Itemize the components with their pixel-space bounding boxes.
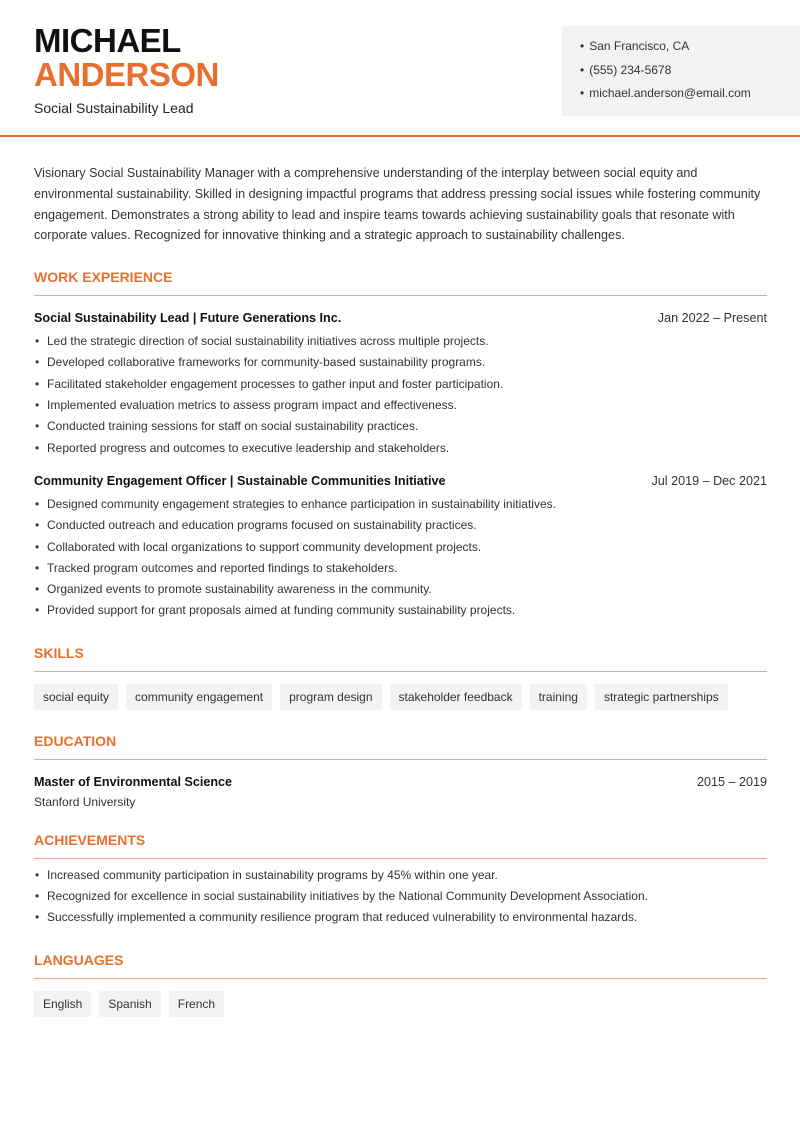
contact-email: • michael.anderson@email.com (580, 86, 800, 110)
education-entry (34, 775, 767, 789)
job-bullet: • Conducted training sessions for staff on social sustainability practices. (34, 416, 767, 437)
job-date: Jan 2022 – Present (657, 311, 767, 326)
language-tag: French (169, 991, 224, 1017)
section-title-achievements: ACHIEVEMENTS (34, 832, 767, 859)
job-bullets (34, 331, 767, 459)
skill-tag: training (530, 684, 587, 710)
job-bullet: • Provided support for grant proposals aimed at funding community sustainability projects. (34, 600, 767, 621)
resume-body (0, 163, 800, 1017)
job-bullet: • Conducted outreach and education programs focused on sustainability practices. (34, 515, 767, 536)
languages-list (34, 991, 767, 1017)
institution: Stanford University (34, 794, 136, 809)
achievement-item: • Successfully implemented a community resilience program that reduced vulnerability to environmental hazards. (34, 907, 767, 928)
job-bullet: • Organized events to promote sustainability awareness in the community. (34, 579, 767, 600)
skills-list (34, 684, 767, 710)
job-title: Community Engagement Officer | Sustainable Communities Initiative (34, 473, 446, 488)
achievement-item: • Increased community participation in sustainability programs by 45% within one year. (34, 865, 767, 886)
skill-tag: stakeholder feedback (390, 684, 522, 710)
achievement-item: • Recognized for excellence in social sustainability initiatives by the National Community Development Association. (34, 886, 767, 907)
last-name: ANDERSON (34, 56, 219, 93)
contact-phone: • (555) 234-5678 (580, 63, 800, 87)
job-bullet: • Developed collaborative frameworks for community-based sustainability programs. (34, 352, 767, 373)
contact-box (562, 26, 800, 116)
language-tag: Spanish (99, 991, 160, 1017)
job-role: Social Sustainability Lead (34, 100, 194, 116)
skill-tag: community engagement (126, 684, 272, 710)
job-bullet: • Implemented evaluation metrics to assess program impact and effectiveness. (34, 395, 767, 416)
education-date: 2015 – 2019 (696, 774, 767, 789)
job-header (34, 474, 767, 488)
first-name: MICHAEL (34, 22, 181, 59)
job-list (34, 311, 767, 622)
section-title-languages: LANGUAGES (34, 952, 767, 979)
job-bullet: • Reported progress and outcomes to executive leadership and stakeholders. (34, 438, 767, 459)
job-bullet: • Led the strategic direction of social sustainability initiatives across multiple projects. (34, 331, 767, 352)
job-bullet: • Facilitated stakeholder engagement processes to gather input and foster participation. (34, 374, 767, 395)
skill-tag: social equity (34, 684, 118, 710)
section-title-work: WORK EXPERIENCE (34, 269, 767, 296)
summary: Visionary Social Sustainability Manager with a comprehensive understanding of the interplay between social equity and environmental sustainability. Skilled in designing impactful programs that address pressing social issues while fostering community engagement. Demonstrates a strong ability to lead and inspire teams towards achieving sustainability goals that resonate with corporate values. Recognized for innovative thinking and a strategic approach to sustainability challenges. (34, 166, 761, 243)
job-date: Jul 2019 – Dec 2021 (651, 473, 767, 488)
section-title-skills: SKILLS (34, 645, 767, 672)
job-bullet: • Tracked program outcomes and reported findings to stakeholders. (34, 558, 767, 579)
job-header (34, 311, 767, 325)
job-bullets (34, 494, 767, 622)
resume-header (0, 0, 800, 137)
job-title: Social Sustainability Lead | Future Generations Inc. (34, 311, 342, 326)
job-bullet: • Collaborated with local organizations to support community development projects. (34, 537, 767, 558)
job-bullet: • Designed community engagement strategies to enhance participation in sustainability initiatives. (34, 494, 767, 515)
degree: Master of Environmental Science (34, 774, 233, 789)
skill-tag: strategic partnerships (595, 684, 728, 710)
language-tag: English (34, 991, 91, 1017)
section-title-education: EDUCATION (34, 733, 767, 760)
skill-tag: program design (280, 684, 381, 710)
candidate-name (34, 24, 219, 92)
contact-location: • San Francisco, CA (580, 39, 800, 63)
achievements-list (34, 865, 767, 929)
